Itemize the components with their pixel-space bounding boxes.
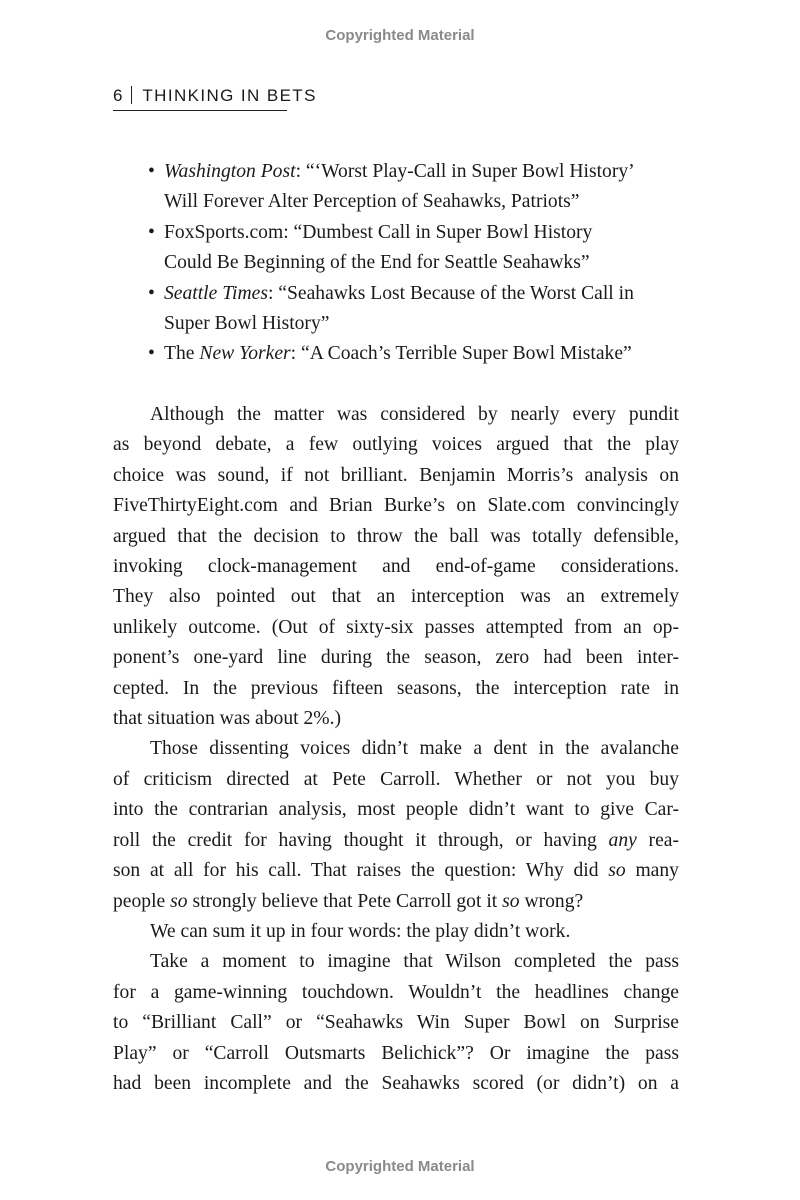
headline-text: : “A Coach’s Terrible Super Bowl Mistake” (290, 343, 632, 365)
text-line: Those dissenting voices didn’t make a dent in the avalanche (150, 738, 679, 760)
text-line: choice was sound, if not brilliant. Benjamin Morris’s analysis on (113, 464, 679, 486)
text-line: that situation was about 2%.) (113, 708, 342, 730)
text-line: Play” or “Carroll Outsmarts Belichick”? Or imagine the pass (113, 1042, 679, 1064)
book-title: THINKING IN BETS (142, 86, 317, 105)
header-divider (131, 86, 133, 104)
body-text (113, 400, 679, 1099)
text-line: Take a moment to imagine that Wilson completed the pass (150, 951, 679, 973)
copyright-watermark-top: Copyrighted Material (325, 27, 475, 44)
text-line: son at all for his call. That raises the question: Why did so many (113, 860, 679, 882)
emphasis: so (502, 890, 520, 912)
headline-text: : “‘Worst Play-Call in Super Bowl History’ (295, 161, 635, 182)
list-item (148, 218, 679, 279)
paragraph-2 (113, 734, 679, 916)
text-line: Although the matter was considered by nearly every pundit (150, 404, 679, 425)
headline-text: Will Forever Alter Perception of Seahawks, Patriots” (164, 191, 580, 213)
text-line: people so strongly believe that Pete Carroll got it so wrong? (113, 890, 584, 912)
text-line: had been incomplete and the Seahawks scored (or didn’t) on a (113, 1072, 679, 1094)
headline-text: Super Bowl History” (164, 313, 330, 335)
paragraph-3 (113, 917, 679, 947)
text-line: roll the credit for having thought it through, or having any rea- (113, 829, 680, 851)
headline-text: : “Seahawks Lost Because of the Worst Call in (267, 282, 634, 304)
list-item (148, 279, 679, 340)
headline-text: The (164, 343, 200, 365)
headline-list (113, 157, 679, 370)
text-line: unlikely outcome. (Out of sixty-six passes attempted from an op- (113, 616, 679, 638)
text-line: to “Brilliant Call” or “Seahawks Win Super Bowl on Surprise (113, 1012, 679, 1034)
bullet-icon: • (148, 161, 155, 182)
emphasis: so (608, 860, 626, 882)
text-line: argued that the decision to throw the ball was totally defensible, (113, 525, 679, 547)
text-line: into the contrarian analysis, most people didn’t want to give Car- (113, 799, 679, 821)
text-line: We can sum it up in four words: the play didn’t work. (150, 920, 571, 942)
headline-text: Could Be Beginning of the End for Seattle Seahawks” (164, 252, 590, 274)
page-number: 6 (113, 86, 124, 105)
paragraph-4 (113, 947, 679, 1099)
text-line: of criticism directed at Pete Carroll. Whether or not you buy (113, 768, 679, 790)
text-line: cepted. In the previous fifteen seasons, the interception rate in (113, 677, 679, 699)
bullet-icon: • (148, 343, 155, 365)
bullet-icon: • (148, 282, 155, 304)
text-line: invoking clock-management and end-of-game considerations. (113, 556, 679, 578)
list-item (148, 157, 679, 218)
headline-text: FoxSports.com: “Dumbest Call in Super Bowl History (164, 221, 593, 243)
bullet-icon: • (148, 221, 155, 243)
paragraph-1 (113, 400, 679, 734)
text-line: They also pointed out that an interception was an extremely (113, 586, 679, 608)
publication-name: Seattle Times (164, 282, 268, 304)
publication-name: New Yorker (199, 343, 291, 365)
text-line: for a game-winning touchdown. Wouldn’t the headlines change (113, 981, 679, 1003)
running-head (113, 86, 317, 111)
emphasis: any (608, 829, 637, 851)
copyright-watermark-bottom: Copyrighted Material (325, 1158, 475, 1175)
emphasis: so (170, 890, 188, 912)
text-line: FiveThirtyEight.com and Brian Burke’s on Slate.com convincingly (113, 495, 679, 517)
publication-name: Washington Post (164, 161, 296, 182)
text-line: ponent’s one-yard line during the season, zero had been inter- (113, 647, 679, 669)
text-line: as beyond debate, a few outlying voices argued that the play (113, 434, 679, 456)
list-item (148, 339, 679, 369)
